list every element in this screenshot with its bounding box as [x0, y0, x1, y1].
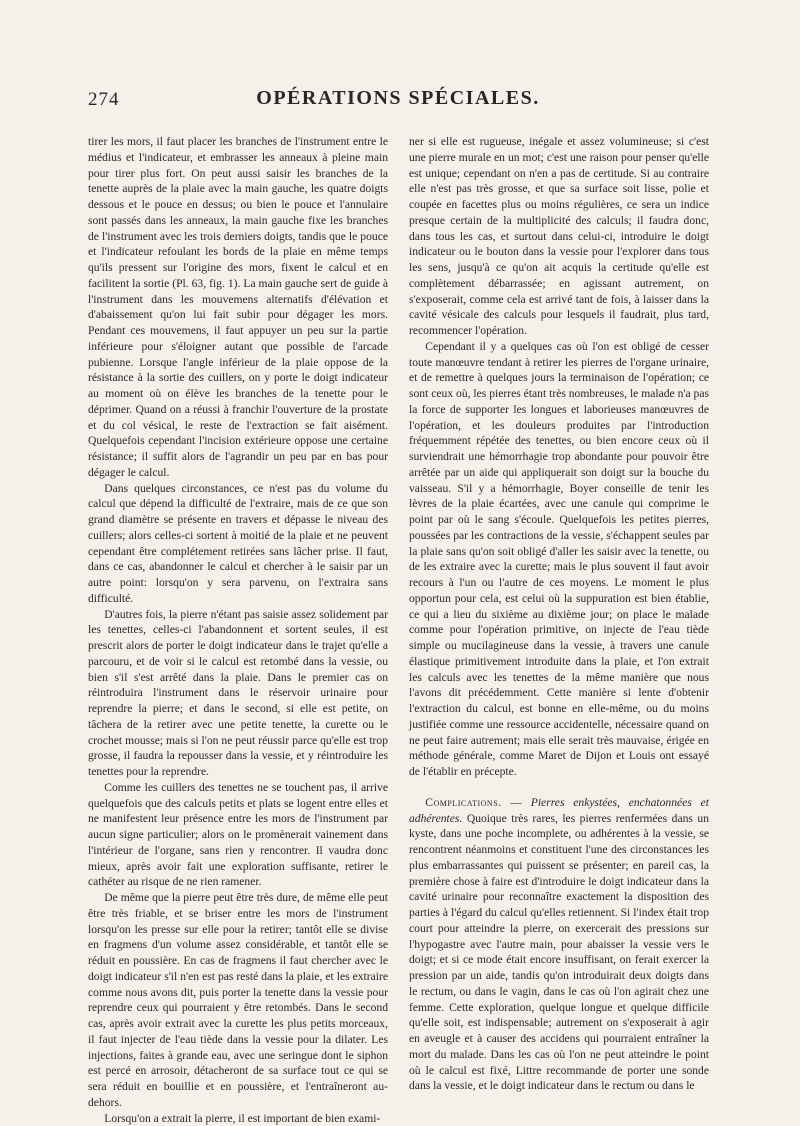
page-header	[88, 89, 708, 119]
paragraph: ner si elle est rugueuse, inégale et assez volumineuse; si c'est une pierre murale en un mot; c'est une raison pour penser qu'elle est unique; cependant on n'en a pas de certitude. Si au contraire elle n'est pas très grosse, et que sa surface soit lisse, polie et coupée en facettes plus ou moins régulières, ce sera un indice presque certain de la multiplicité des calculs; il faudra donc, dans tous les cas, et surtout dans celui-ci, introduire le doigt indicateur ou le bouton dans la vessie pour l'explorer dans tous les sens, jusqu'à ce qu'on ait acquis la certitude qu'elle est complètement débarrassée; en agissant autrement, on s'exposerait, comme cela est arrivé tant de fois, à laisser dans la cavité vésicale des calculs pour lesquels il faudrait, plus tard, recommencer l'opération.	[409, 134, 709, 339]
paragraph: De même que la pierre peut être très dure, de même elle peut être très friable, et se briser entre les mors de l'instrument lorsqu'on les presse sur elle pour la retirer; tantôt elle se divise en fragmens d'un volume assez considérable, et tantôt elle se réduit en poussière. En cas de fragmens il faut chercher avec le doigt indicateur s'il n'en est pas resté dans la plaie, et les extraire comme nous avons dit, puis porter la tenette dans la vessie pour reprendre ceux qui pourraient y être retombés. Dans le second cas, après avoir extrait avec la curette les plus petits morceaux, il faut injecter de l'eau tiède dans la vessie pour la dilater. Les injections, faites à grande eau, avec une seringue dont le siphon est percé en arrosoir, détacheront de sa surface tout ce qui se sera réduit en bouillie et en poussière, et l'entraîneront au-dehors.	[88, 890, 388, 1111]
section-text: Quoique très rares, les pierres renfermées dans un kyste, dans une poche incomplete, ou adhérentes à la vessie, se rencontrent néanmoins et constituent l'une des circonstances les plus embarrassantes qui puissent se présenter; en pareil cas, la première chose à faire est d'introduire le doigt indicateur dans la cavité urinaire pour reconnaître exactement la disposition des parties à l'égard du calcul qu'elles retiennent. Si l'index était trop court pour atteindre la pierre, on exercerait des pressions sur l'hypogastre avec l'autre main, pour abaisser la vessie vers le doigt; et si ce mode était encore insuffisant, on ferait exercer la pression par un aide, tandis qu'on introduirait deux doigts dans le rectum, ou dans le vagin, dans le cas où l'on agirait chez une femme. Cette exploration, quelque longue et quelque difficile qu'elle soit, est indispensable; autrement on s'exposerait à agir en aveugle et à causer des accidens qui pourraient entraîner la mort du malade. Dans les cas où l'on ne peut atteindre le point où le calcul est fixé, Littre recommande de porter une sonde dans la vessie, et le doigt indicateur dans le rectum ou dans le	[409, 812, 709, 1093]
paragraph: Cependant il y a quelques cas où l'on est obligé de cesser toute manœuvre tendant à retirer les pierres de l'organe urinaire, et de remettre à quelques jours la terminaison de l'opération; ce sont ceux où, les pierres étant très nombreuses, le malade n'a pas la force de supporter les longues et laborieuses manœuvres de l'opération, et les douleurs produites par l'introduction fréquemment répétée des tenettes, ou bien encore ceux où il surviendrait une hémorrhagie trop abondante pour pouvoir être arrêtée par un aide qui appliquerait son doigt sur la bouche du vaisseau. S'il y a hémorrhagie, Boyer conseille de tenir les lèvres de la plaie écartées, avec une canule qui comprime le point par où le sang s'écoule. Quelquefois les petites pierres, poussées par les contractions de la vessie, s'échappent seules par la plaie sans qu'on soit obligé d'aller les saisir avec la tenette, ou de les extraire avec la curette; mais le plus souvent il faut avoir recours à l'un ou l'autre de ces moyens. Le moment le plus opportun pour cela, est celui où la suppuration est bien établie, ce qui a lieu du sixième au dixième jour; on place le malade comme pour l'opération primitive, on injecte de l'eau tiède simple ou mucilagineuse dans la vessie, à travers une canule élastique primitivement introduite dans la plaie, et l'on extrait les calculs avec les tenettes de la même manière que nous l'avons dit précédemment. Cette manière si lente d'obtenir l'extraction du calcul, est bonne en elle-même, ou du moins justifiée comme une ressource accidentelle, nécessaire quand on ne peut faire autrement; mais elle serait très mauvaise, érigée en méthode générale, comme Maret de Dijon et Louis ont essayé de l'établir en précepte.	[409, 339, 709, 780]
left-column	[88, 134, 388, 1126]
complications-paragraph	[409, 795, 709, 1094]
heading-dash: —	[502, 796, 531, 809]
paragraph: D'autres fois, la pierre n'étant pas saisie assez solidement par les tenettes, celles-ci l'abandonnent et sortent seules, il est prescrit alors de porter le doigt indicateur dans le trajet qu'elle a parcouru, et de voir si le calcul est retombé dans la vessie, ou bien s'il s'est arrêté dans la plaie. Dans le premier cas on réintroduira l'instrument dans le réservoir urinaire pour reprendre la pierre; et dans le second, si elle est petite, on tâchera de la retirer avec une petite tenette, la curette ou le crochet mousse; mais si l'on ne peut réussir parce qu'elle est trop grosse, il faudra la repousser dans la vessie, et y réintroduire les tenettes pour la reprendre.	[88, 607, 388, 780]
right-column	[409, 134, 709, 1094]
section-subheading: Pierres enkystées, enchatonnées et adhérentes.	[409, 796, 709, 825]
page-number: 274	[88, 89, 120, 111]
running-title: OPÉRATIONS SPÉCIALES.	[88, 87, 708, 110]
paragraph: tirer les mors, il faut placer les branches de l'instrument entre le médius et l'indicateur, et embrasser les anneaux à pleine main pour tirer plus fort. On peut aussi saisir les branches de la tenette auprès de la plaie avec la main gauche, les quatre doigts dessous et le pouce en dessus; ou bien le pouce et l'annulaire sont passés dans les anneaux, la main gauche fixe les branches de l'instrument avec les trois derniers doigts, tandis que le pouce et l'indicateur refoulant les bords de la plaie en même temps qu'ils pressent sur l'origine des mors, fixent le calcul et en facilitent la sortie (Pl. 63, fig. 1). La main gauche sert de guide à l'instrument dans les mouvemens alternatifs d'élévation et d'abaissement qu'on lui fait subir pour dégager les mors. Pendant ces mouvemens, il faut appuyer un peu sur la partie inférieure pour s'éloigner autant que possible de l'arcade pubienne. Lorsque l'angle inférieur de la plaie oppose de la résistance à la sortie des cuillers, on y porte le doigt indicateur au moment où on élève les branches de la tenette pour le déprimer. Quand on a réussi à franchir l'ouverture de la prostate et du col vésical, le reste de l'extraction se fait aisément. Quelquefois cependant l'incision extérieure oppose une certaine résistance; il suffit alors de l'agrandir un peu par en bas pour dégager le calcul.	[88, 134, 388, 481]
paragraph: Lorsqu'on a extrait la pierre, il est important de bien exami-	[88, 1111, 388, 1126]
section-heading: Complications.	[425, 796, 501, 809]
paragraph: Comme les cuillers des tenettes ne se touchent pas, il arrive quelquefois que des calculs petits et plats se logent entre elles et ne manifestent leur présence entre les mors de l'instrument par aucun signe particulier; alors on le promènerait vainement dans l'intérieur de l'organe, sans rien y rencontrer. Il vaudra donc mieux, après avoir fait une exploration suffisante, retirer le cathéter au risque de ne rien ramener.	[88, 780, 388, 890]
paragraph: Dans quelques circonstances, ce n'est pas du volume du calcul que dépend la difficulté de l'extraire, mais de ce que son grand diamètre se présente en travers et dépasse le niveau des cuillers; alors celles-ci sortent à moitié de la plaie et ne peuvent cependant être complétement retirées sans lâcher prise. Il faut, dans ce cas, abandonner le calcul et chercher à le saisir par un autre point: lorsqu'on y sera parvenu, on l'extraira sans difficulté.	[88, 481, 388, 607]
